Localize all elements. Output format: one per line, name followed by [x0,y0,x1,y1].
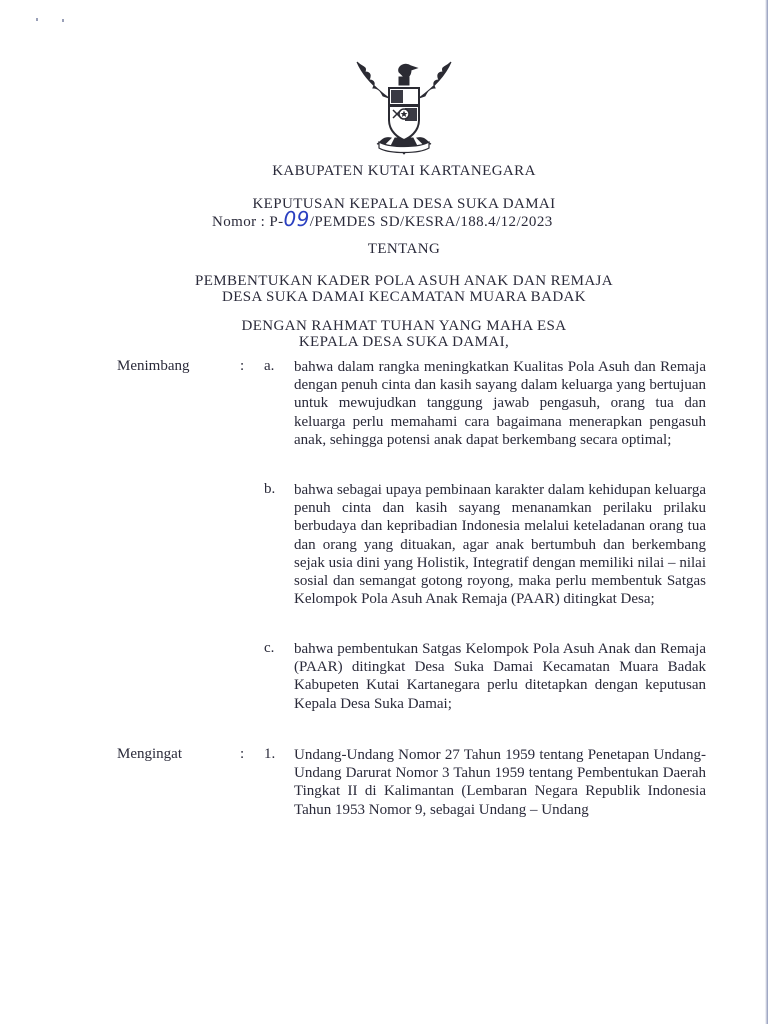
mengingat-colon: : [240,746,245,762]
menimbang-colon: : [240,358,245,374]
clause-marker: c. [264,640,275,656]
mengingat-label: Mengingat [117,746,182,762]
clause-text: bahwa sebagai upaya pembinaan karakter dalam kehidupan keluarga penuh cinta dan kasih sayang menanamkan perilaku prilaku berbudaya dan kepribadian Indonesia melalui keteladanan orang tua dan orang yang dituakan, agar anak bertumbuh dan berkembang sejak usia dini yang Holistik, Integratif dengan memiliki nilai – nilai sosial dan semangat gotong royong, maka perlu membentuk Satgas Kelompok Pola Asuh Anak Remaja (PAAR) ditingkat Desa; [294,482,706,608]
reference-text: Undang-Undang Nomor 27 Tahun 1959 tentang Penetapan Undang-Undang Darurat Nomor 3 Tahun 1959 tentang Pembentukan Daerah Tingkat II di Kalimantan (Lembaran Negara Republik Indonesia Tahun 1953 Nomor 9, sebagai Undang – Undang [294,747,706,818]
clause-marker: a. [264,358,275,374]
clause-text: bahwa dalam rangka meningkatkan Kualitas Pola Asuh dan Remaja dengan penuh cinta dan kasih sayang dalam keluarga yang bertujuan untuk mewujudkan tanggung jawab pengasuh, orang tua dan keluarga perlu memahami cara bagaimana menerapkan pengasuh anak, sehingga potensi anak dapat berkembang secara optimal; [294,359,706,448]
regency-title: KABUPATEN KUTAI KARTANEGARA [272,163,536,179]
decree-title: KEPUTUSAN KEPALA DESA SUKA DAMAI [252,196,556,212]
invocation-line-2: KEPALA DESA SUKA DAMAI, [298,334,510,350]
menimbang-label: Menimbang [117,358,190,374]
subject-line-2: DESA SUKA DAMAI KECAMATAN MUARA BADAK [221,289,587,305]
about-heading: TENTANG [367,241,441,257]
handwritten-number: 09 [283,207,310,231]
garuda-emblem-icon [345,58,463,158]
clause-text: bahwa pembentukan Satgas Kelompok Pola Asuh Anak dan Remaja (PAAR) ditingkat Desa Suka Damai Kecamatan Muara Badak Kabupeten Kutai Kartanegara perlu ditetapkan dengan keputusan Kepala Desa Suka Damai; [294,641,706,712]
invocation-line-1: DENGAN RAHMAT TUHAN YANG MAHA ESA [241,318,567,334]
clause-marker: b. [264,481,276,497]
number-prefix: Nomor : P- [212,214,284,230]
scan-speck [36,18,38,21]
number-suffix: /PEMDES SD/KESRA/188.4/12/2023 [309,214,553,230]
reference-marker: 1. [264,746,276,762]
subject-line-1: PEMBENTUKAN KADER POLA ASUH ANAK DAN REMAJA [194,273,614,289]
decree-number [212,207,553,231]
scan-speck [62,19,64,22]
